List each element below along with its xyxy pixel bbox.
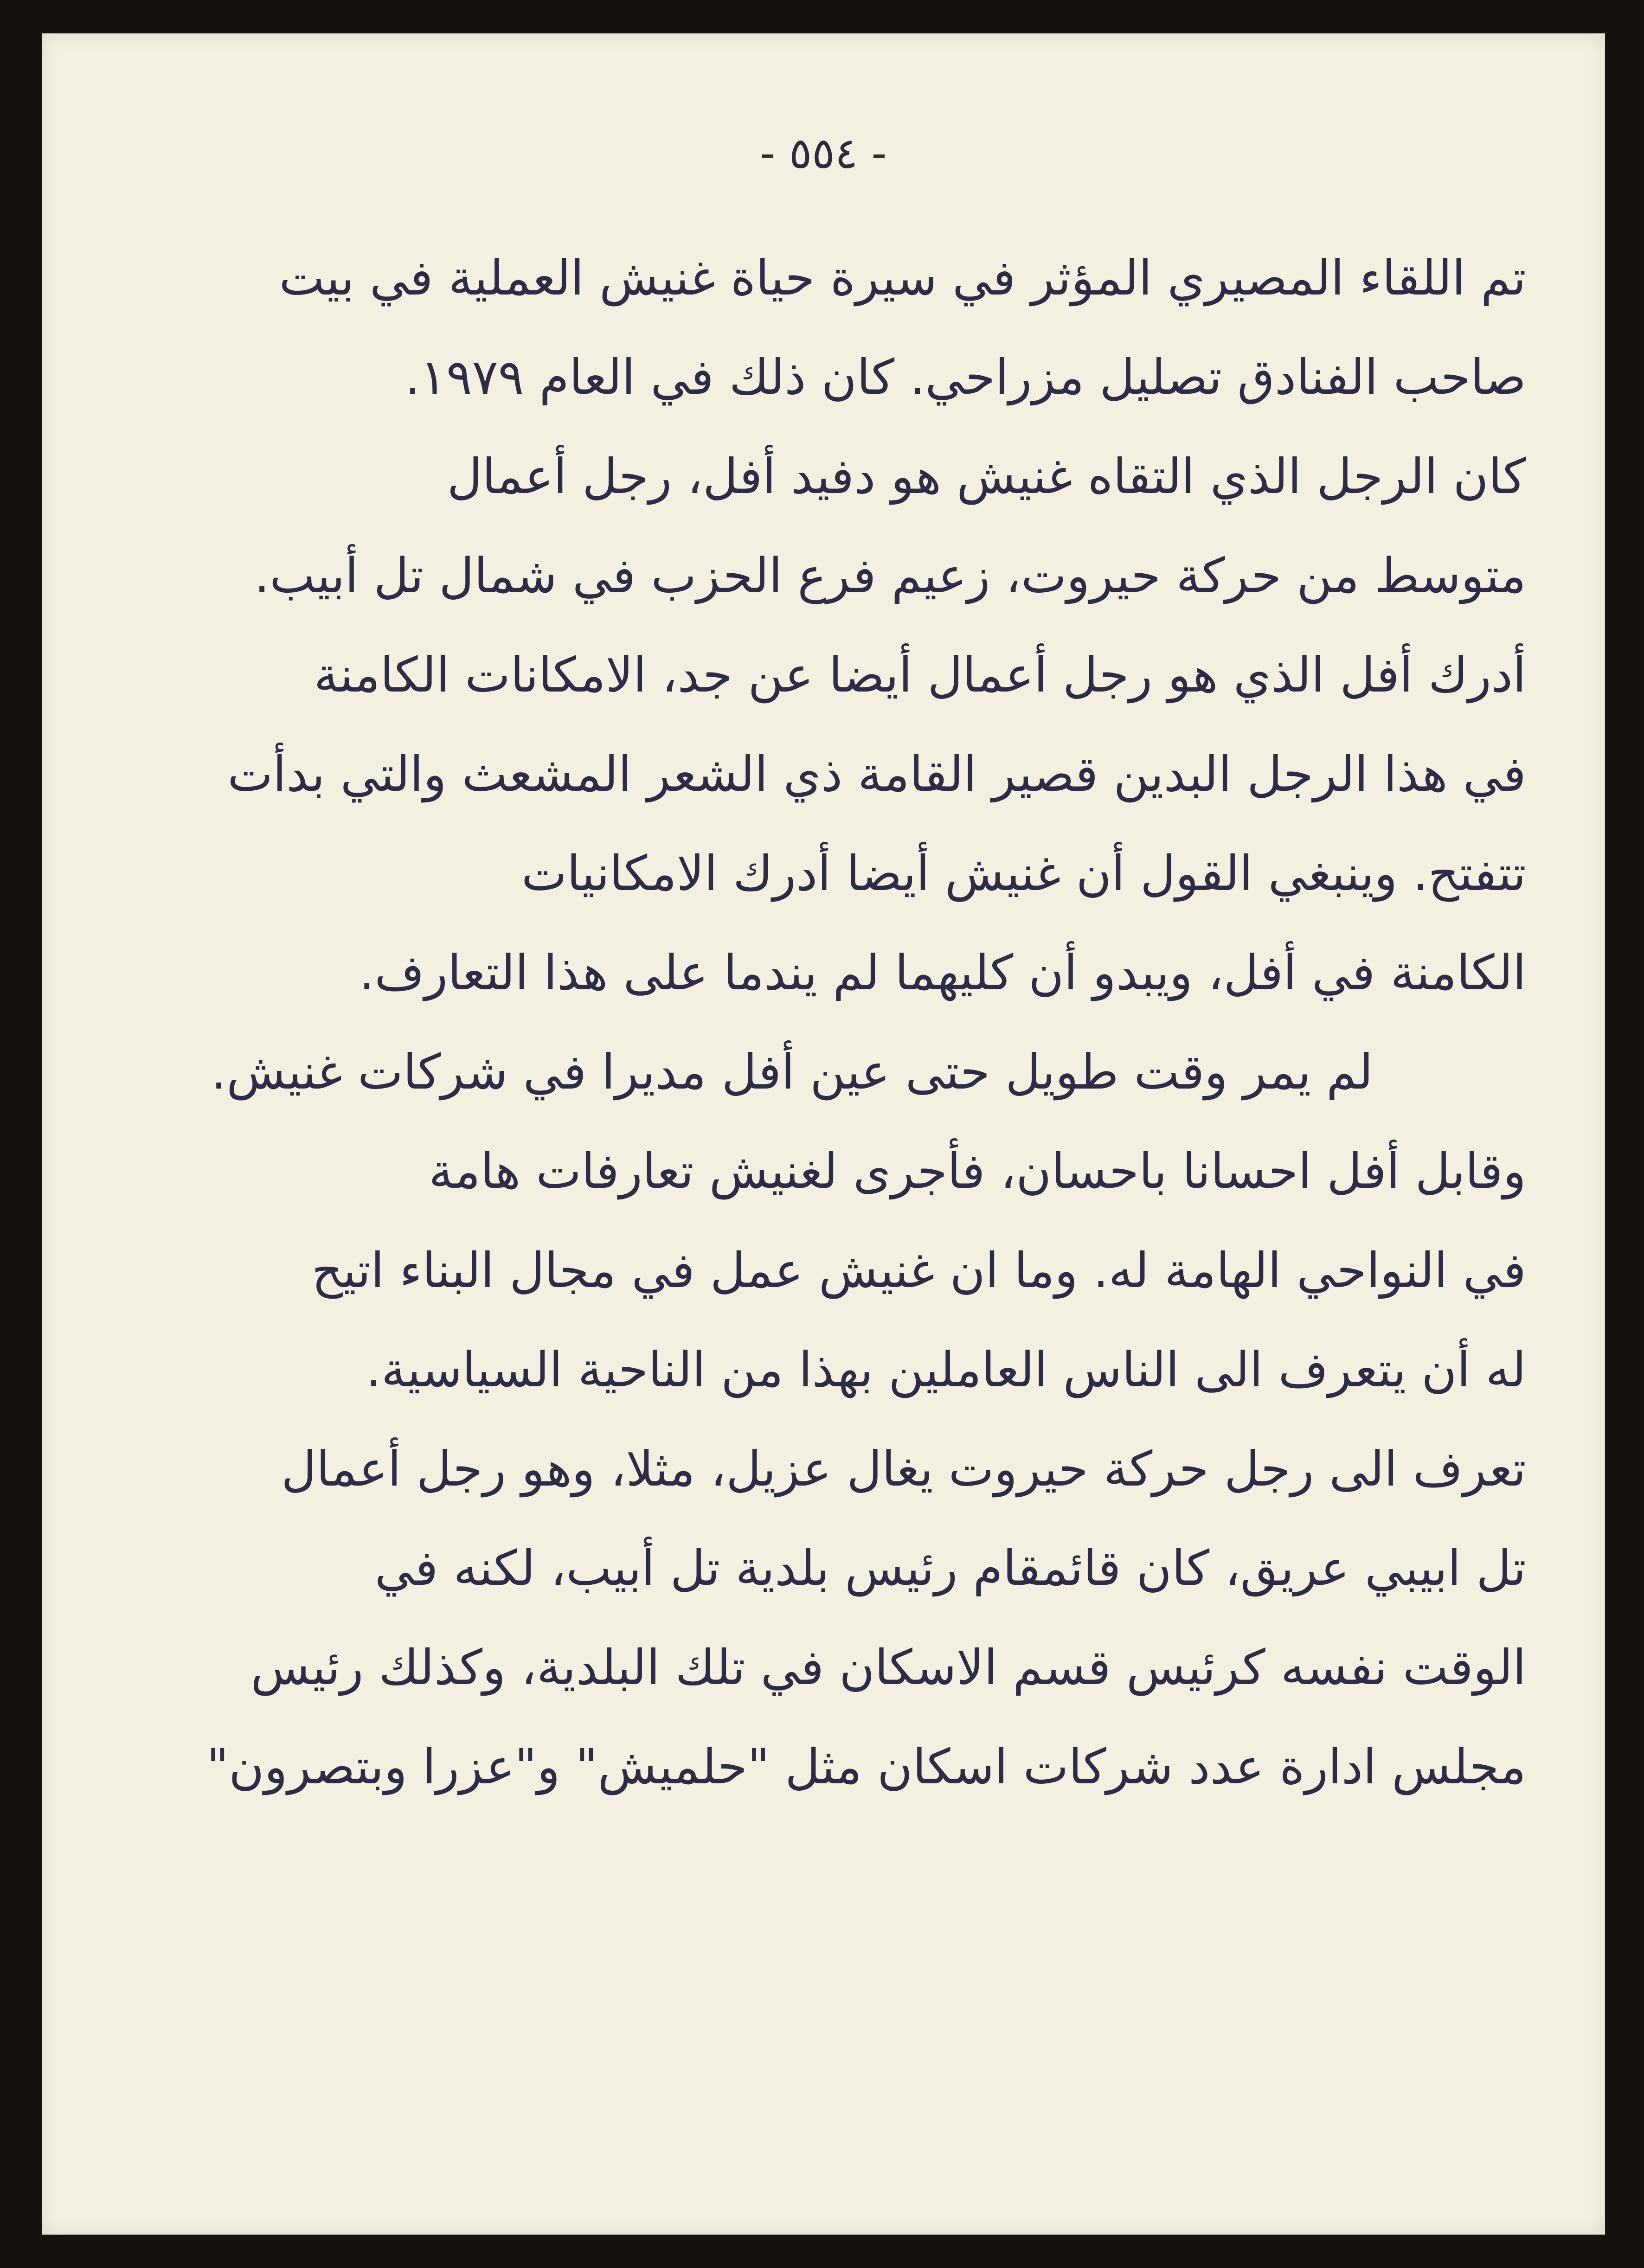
- page-number: - ٥٥٤ -: [760, 128, 887, 178]
- text-line: كان الرجل الذي التقاه غنيش هو دفيد أفل، رجل أعمال: [447, 448, 1526, 505]
- text-line: مجلس ادارة عدد شركات اسكان مثل "حلميش" و"عزرا وبتصرون": [206, 1738, 1526, 1795]
- text-line: تتفتح. وينبغي القول أن غنيش أيضا أدرك الامكانيات: [521, 845, 1526, 902]
- text-line: تم اللقاء المصيري المؤثر في سيرة حياة غنيش العملية في بيت: [279, 249, 1526, 306]
- text-line: أدرك أفل الذي هو رجل أعمال أيضا عن جد، الامكانات الكامنة: [314, 646, 1526, 703]
- text-line: له أن يتعرف الى الناس العاملين بهذا من الناحية السياسية.: [366, 1341, 1526, 1398]
- manuscript-page: [42, 33, 1605, 2235]
- text-line: متوسط من حركة حيروت، زعيم فرع الحزب في شمال تل أبيب.: [254, 547, 1526, 604]
- text-line: الوقت نفسه كرئيس قسم الاسكان في تلك البلدية، وكذلك رئيس: [250, 1639, 1526, 1696]
- text-line: تل ابيبي عريق، كان قائمقام رئيس بلدية تل أبيب، لكنه في: [374, 1539, 1526, 1596]
- text-line: وقابل أفل احسانا باحسان، فأجرى لغنيش تعارفات هامة: [429, 1142, 1526, 1199]
- text-line: تعرف الى رجل حركة حيروت يغال عزيل، مثلا، وهو رجل أعمال: [281, 1440, 1526, 1497]
- text-line: صاحب الفنادق تصليل مزراحي. كان ذلك في العام ١٩٧٩.: [405, 348, 1526, 405]
- text-line: في هذا الرجل البدين قصير القامة ذي الشعر المشعث والتي بدأت: [227, 745, 1526, 802]
- text-line: الكامنة في أفل، ويبدو أن كليهما لم يندما على هذا التعارف.: [359, 944, 1526, 1001]
- text-line: في النواحي الهامة له. وما ان غنيش عمل في مجال البناء اتيح: [311, 1242, 1526, 1299]
- handwritten-text-body: [130, 228, 1526, 1816]
- text-line: لم يمر وقت طويل حتى عين أفل مديرا في شركات غنيش.: [211, 1043, 1373, 1100]
